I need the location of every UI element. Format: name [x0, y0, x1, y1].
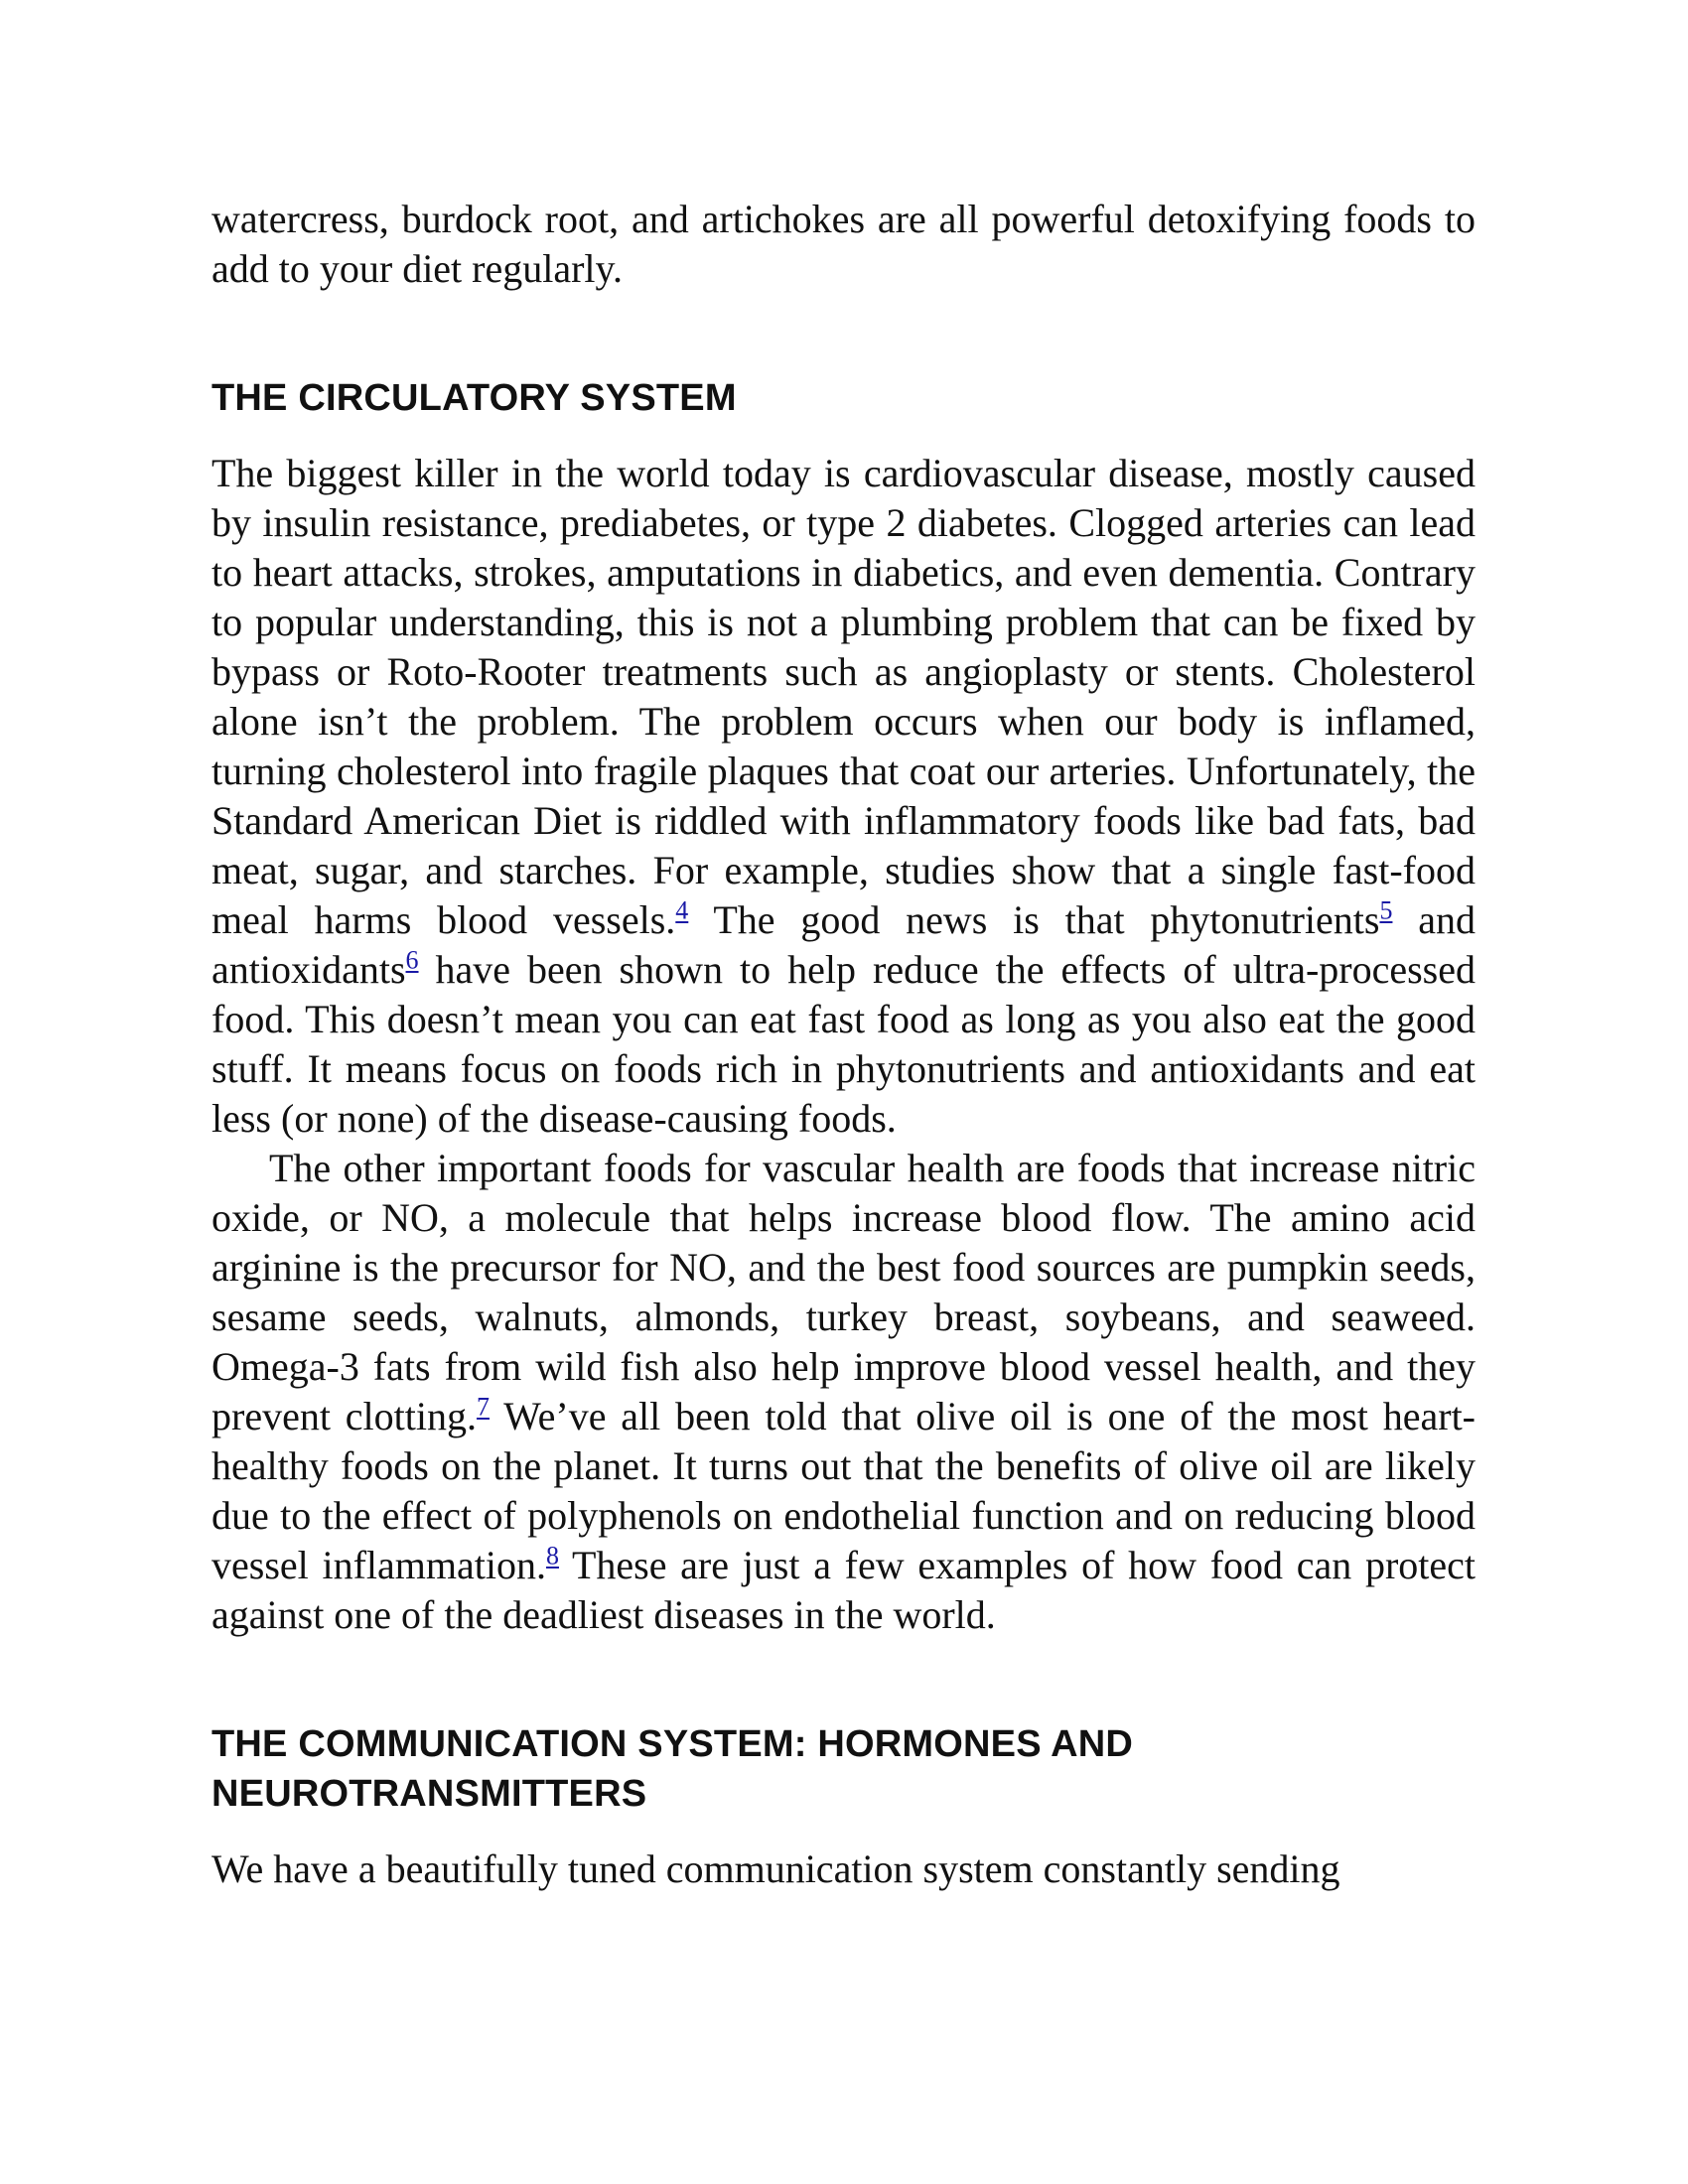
- circulatory-paragraph-1: [211, 449, 1476, 1144]
- text-segment: and antioxidants: [211, 897, 1476, 992]
- footnote-link-8[interactable]: 8: [545, 1541, 559, 1570]
- text-segment: The biggest killer in the world today is cardiovascular disease, mostly caused by insulin resistance, prediabetes, or type 2 diabetes. Clogged arteries can lead to heart attacks, strokes, amputations in diabetics, and even dementia. Contrary to popular understanding, this is not a plumbing problem that can be fixed by bypass or Roto-Rooter treatments such as angioplasty or stents. Cholesterol alone isn’t the problem. The problem occurs when our body is inflamed, turning cholesterol into fragile plaques that coat our arteries. Unfortunately, the Standard American Diet is riddled with inflammatory foods like bad fats, bad meat, sugar, and starches. For example, studies show that a single fast-food meal harms blood vessels.: [211, 451, 1476, 942]
- footnote-link-4[interactable]: 4: [675, 895, 689, 925]
- text-segment: These are just a few examples of how food can protect against one of the deadliest diseases in the world.: [211, 1543, 1476, 1637]
- circulatory-paragraph-2: [211, 1144, 1476, 1640]
- text-segment: have been shown to help reduce the effects of ultra-processed food. This doesn’t mean you can eat fast food as long as you also eat the good stuff. It means focus on foods rich in phytonutrients and antioxidants and eat less (or none) of the disease-causing foods.: [211, 947, 1476, 1141]
- section-heading-circulatory: THE CIRCULATORY SYSTEM: [211, 377, 737, 419]
- footnote-link-7[interactable]: 7: [476, 1392, 490, 1422]
- footnote-link-5[interactable]: 5: [1379, 895, 1393, 925]
- footnote-link-6[interactable]: 6: [405, 945, 419, 975]
- text-segment: We’ve all been told that olive oil is one of the most heart-healthy foods on the planet. It turns out that the benefits of olive oil are likely due to the effect of polyphenols on endothelial function and on reducing blood vessel inflammation.: [211, 1394, 1476, 1587]
- page-content: [211, 195, 1476, 1894]
- intro-paragraph: watercress, burdock root, and artichokes are all powerful detoxifying foods to add to your diet regularly.: [211, 197, 1476, 291]
- text-segment: The good news is that phytonutrients: [688, 897, 1380, 942]
- section-heading-communication: THE COMMUNICATION SYSTEM: HORMONES AND NEUROTRANSMITTERS: [211, 1723, 1134, 1815]
- communication-paragraph-1: We have a beautifully tuned communication system constantly sending: [211, 1846, 1340, 1891]
- text-segment: The other important foods for vascular health are foods that increase nitric oxide, or NO, a molecule that helps increase blood flow. The amino acid arginine is the precursor for NO, and the best food sources are pumpkin seeds, sesame seeds, walnuts, almonds, turkey breast, soybeans, and seaweed. Omega-3 fats from wild fish also help improve blood vessel health, and they prevent clotting.: [211, 1146, 1476, 1438]
